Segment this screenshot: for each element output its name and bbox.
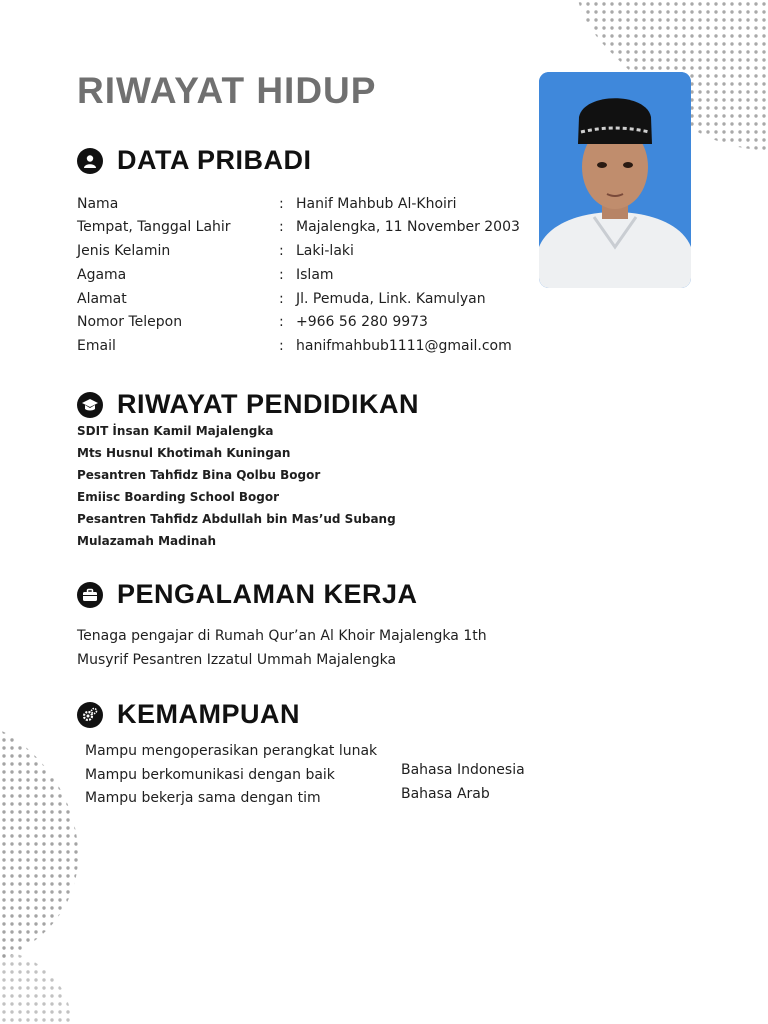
info-value: Laki-laki: [296, 243, 354, 259]
experience-item: Musyrif Pesantren Izzatul Ummah Majalengka: [77, 652, 397, 668]
info-colon: :: [279, 338, 284, 354]
section-title: PENGALAMAN KERJA: [117, 579, 418, 609]
language-item: Bahasa Arab: [401, 786, 490, 802]
info-label: Agama: [77, 267, 127, 283]
education-item: SDIT İnsan Kamil Majalengka: [77, 424, 274, 438]
graduation-cap-icon: [77, 392, 103, 418]
info-label: Nomor Telepon: [77, 314, 183, 330]
section-title: KEMAMPUAN: [117, 699, 300, 729]
section-data-pribadi-heading: [77, 145, 312, 176]
info-label: Tempat, Tanggal Lahir: [77, 219, 231, 235]
info-colon: :: [279, 291, 284, 307]
gears-icon: [77, 702, 103, 728]
education-item: Mulazamah Madinah: [77, 534, 217, 548]
info-label: Alamat: [77, 291, 127, 307]
person-portrait-icon: [539, 72, 691, 288]
info-value: Jl. Pemuda, Link. Kamulyan: [296, 291, 486, 307]
info-colon: :: [279, 196, 284, 212]
info-value: Islam: [296, 267, 334, 283]
decorative-dots-bottom-left: [0, 720, 90, 1024]
education-item: Pesantren Tahfidz Bina Qolbu Bogor: [77, 468, 321, 482]
info-colon: :: [279, 267, 284, 283]
profile-photo: [539, 72, 691, 288]
briefcase-icon: [77, 582, 103, 608]
info-colon: :: [279, 243, 284, 259]
info-colon: :: [279, 219, 284, 235]
language-item: Bahasa Indonesia: [401, 762, 525, 778]
page-title: RIWAYAT HIDUP: [77, 70, 377, 111]
skill-item: Mampu berkomunikasi dengan baik: [85, 767, 335, 783]
info-colon: :: [279, 314, 284, 330]
info-value: Majalengka, 11 November 2003: [296, 219, 520, 235]
education-item: Pesantren Tahfidz Abdullah bin Mas’ud Subang: [77, 512, 396, 526]
info-value: hanifmahbub1111@gmail.com: [296, 338, 512, 354]
section-pengalaman-heading: [77, 579, 418, 610]
halftone-pattern-bottom: [0, 720, 90, 1024]
experience-item: Tenaga pengajar di Rumah Qur’an Al Khoir Majalengka 1th: [77, 628, 487, 644]
skill-item: Mampu mengoperasikan perangkat lunak: [85, 743, 378, 759]
section-title: RIWAYAT PENDIDIKAN: [117, 389, 420, 419]
section-kemampuan-heading: [77, 699, 300, 730]
section-pendidikan-heading: [77, 389, 419, 420]
info-value: +966 56 280 9973: [296, 314, 428, 330]
section-title: DATA PRIBADI: [117, 145, 312, 175]
education-item: Emiisc Boarding School Bogor: [77, 490, 280, 504]
info-value: Hanif Mahbub Al-Khoiri: [296, 196, 457, 212]
skill-item: Mampu bekerja sama dengan tim: [85, 790, 321, 806]
education-item: Mts Husnul Khotimah Kuningan: [77, 446, 291, 460]
info-label: Jenis Kelamin: [77, 243, 171, 259]
info-label: Nama: [77, 196, 119, 212]
info-label: Email: [77, 338, 116, 354]
user-icon: [77, 148, 103, 174]
